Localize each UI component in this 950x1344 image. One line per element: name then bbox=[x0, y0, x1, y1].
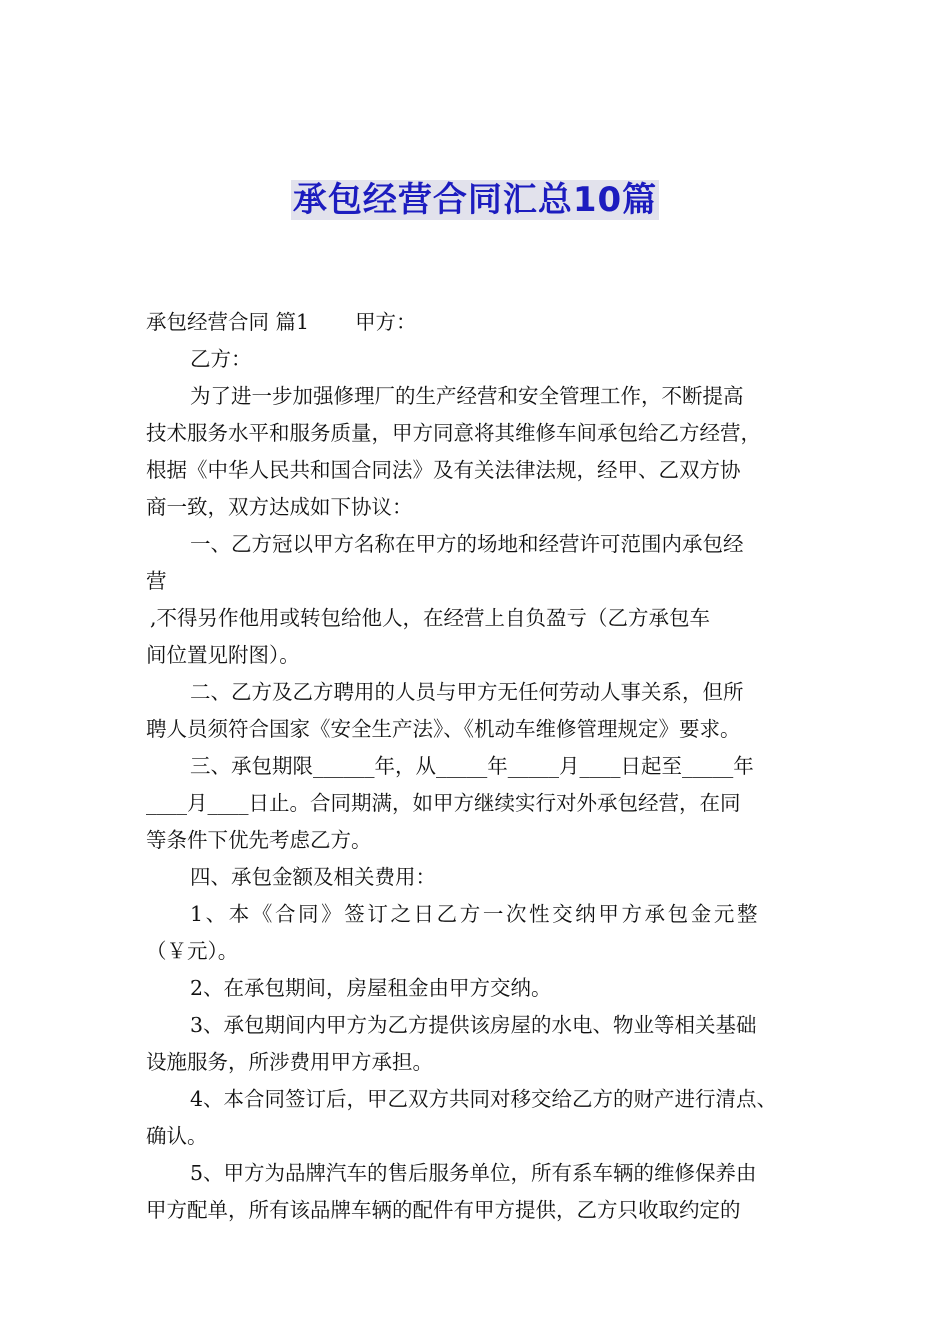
document-body bbox=[146, 304, 810, 1229]
paragraph-line: 一、乙方冠以甲方名称在甲方的场地和经营许可范围内承包经 bbox=[190, 532, 744, 556]
paragraph-line: 2、在承包期间，房屋租金由甲方交纳。 bbox=[190, 976, 552, 1000]
paragraph-line: 确认。 bbox=[146, 1124, 208, 1148]
paragraph-line: 三、承包期限______年，从_____年_____月____日起至_____年 bbox=[190, 754, 754, 778]
paragraph-line: （￥元）。 bbox=[146, 939, 239, 963]
paragraph-line: 四、承包金额及相关费用： bbox=[190, 865, 436, 889]
paragraph-line: 商一致，双方达成如下协议： bbox=[146, 495, 413, 519]
paragraph-line: 营 bbox=[146, 569, 167, 593]
party-a-label: 甲方： bbox=[355, 310, 417, 334]
party-b-label: 乙方： bbox=[190, 347, 252, 371]
paragraph-line: 为了进一步加强修理厂的生产经营和安全管理工作，不断提高 bbox=[190, 384, 744, 408]
paragraph-line bbox=[146, 304, 810, 341]
paragraph-line: 3、承包期间内甲方为乙方提供该房屋的水电、物业等相关基础 bbox=[190, 1013, 757, 1037]
paragraph-line: 5、甲方为品牌汽车的售后服务单位，所有系车辆的维修保养由 bbox=[190, 1161, 757, 1185]
paragraph-line: 等条件下优先考虑乙方。 bbox=[146, 828, 372, 852]
document-title-text: 承包经营合同汇总10篇 bbox=[292, 180, 658, 220]
paragraph-line: 间位置见附图）。 bbox=[146, 643, 300, 667]
paragraph-line: 聘人员须符合国家《安全生产法》、《机动车维修管理规定》要求。 bbox=[146, 717, 741, 741]
paragraph-line: 甲方配单，所有该品牌车辆的配件有甲方提供，乙方只收取约定的 bbox=[146, 1198, 741, 1222]
paragraph-line: 技术服务水平和服务质量，甲方同意将其维修车间承包给乙方经营， bbox=[146, 421, 761, 445]
contract-heading: 承包经营合同 篇1 bbox=[146, 310, 310, 334]
paragraph-line: 4、本合同签订后，甲乙双方共同对移交给乙方的财产进行清点、 bbox=[190, 1087, 778, 1111]
paragraph-line: 1、本《合同》签订之日乙方一次性交纳甲方承包金元整 bbox=[190, 902, 761, 926]
paragraph-line: 二、乙方及乙方聘用的人员与甲方无任何劳动人事关系，但所 bbox=[190, 680, 744, 704]
paragraph-line: 根据《中华人民共和国合同法》及有关法律法规，经甲、乙双方协 bbox=[146, 458, 741, 482]
paragraph-line: 设施服务，所涉费用甲方承担。 bbox=[146, 1050, 433, 1074]
document-title bbox=[0, 176, 950, 224]
paragraph-line: ,不得另作他用或转包给他人，在经营上自负盈亏（乙方承包车 bbox=[150, 606, 711, 630]
paragraph-line: ____月____日止。合同期满，如甲方继续实行对外承包经营，在同 bbox=[146, 791, 741, 815]
